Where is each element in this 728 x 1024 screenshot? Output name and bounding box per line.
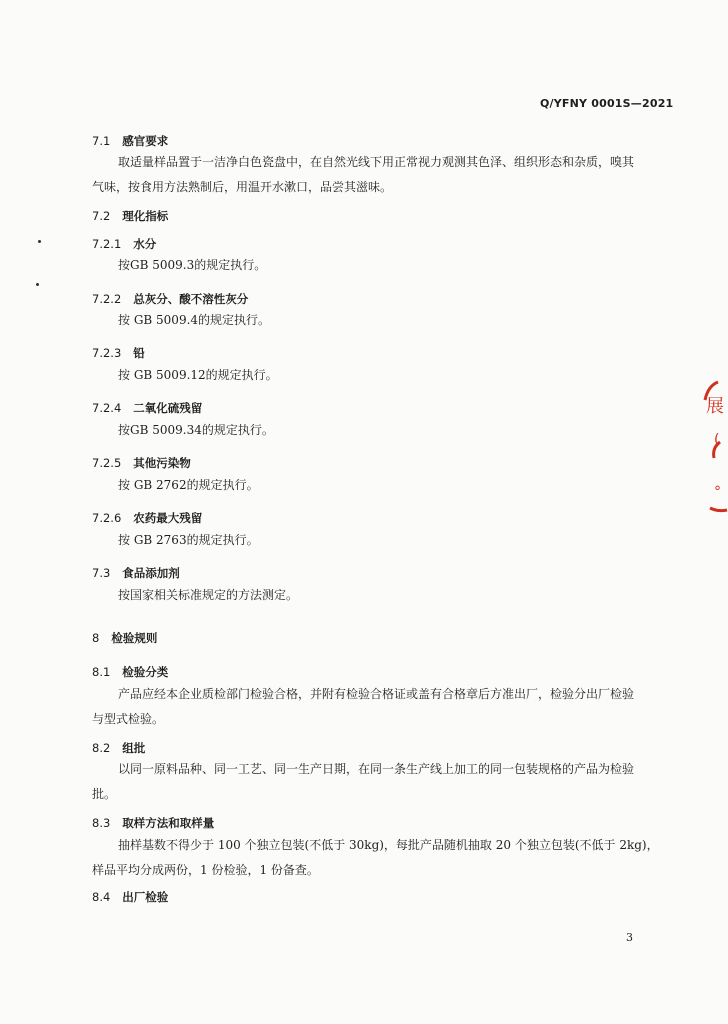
body-paragraph <box>92 253 644 278</box>
section-number: 8 <box>92 631 100 645</box>
section-title: 总灰分、酸不溶性灰分 <box>133 292 249 306</box>
section-number: 7.1 <box>92 134 111 148</box>
paragraph-line: 按 GB 5009.12的规定执行。 <box>118 368 278 382</box>
body-paragraph <box>92 150 644 200</box>
section-number: 8.3 <box>92 816 111 830</box>
section-title: 取样方法和取样量 <box>122 816 215 830</box>
paragraph-line: 取适量样品置于一洁净白色瓷盘中，在自然光线下用正常视力观测其色泽、组织形态和杂质，嗅其 <box>118 155 635 169</box>
section-heading <box>92 291 248 307</box>
section-title: 检验规则 <box>111 631 158 645</box>
section-heading <box>92 400 202 416</box>
body-paragraph <box>92 308 644 333</box>
section-title: 感官要求 <box>122 134 169 148</box>
paragraph-line: 按 GB 2763的规定执行。 <box>118 533 259 547</box>
paragraph-line: 抽样基数不得少于 100 个独立包装(不低于 30kg)，每批产品随机抽取 20 个独立包装(不低于 2kg)， <box>118 838 659 852</box>
section-number: 7.2.4 <box>92 401 122 415</box>
seal-char-top: 展 <box>706 396 724 417</box>
section-heading <box>92 455 191 471</box>
body-paragraph <box>92 583 644 608</box>
paragraph-line: 产品应经本企业质检部门检验合格，并附有检验合格证或盖有合格章后方准出厂，检验分出厂检验 <box>118 687 635 701</box>
section-title: 其他污染物 <box>133 456 191 470</box>
body-paragraph <box>92 757 644 807</box>
body-paragraph <box>92 418 644 443</box>
section-number: 8.1 <box>92 665 111 679</box>
paragraph-line: 气味，按食用方法熟制后，用温开水漱口，品尝其滋味。 <box>92 180 393 194</box>
section-title: 农药最大残留 <box>133 511 203 525</box>
section-number: 7.3 <box>92 566 111 580</box>
section-number: 8.2 <box>92 741 111 755</box>
section-heading <box>92 236 156 252</box>
document-code: Q/YFNY 0001S—2021 <box>540 97 674 110</box>
section-heading <box>92 510 202 526</box>
scan-speck <box>36 283 39 286</box>
paragraph-line: 批。 <box>92 787 117 801</box>
scan-speck <box>38 240 41 243</box>
section-title: 铅 <box>133 346 145 360</box>
paragraph-line: 按GB 5009.3的规定执行。 <box>118 258 267 272</box>
section-heading <box>92 208 168 224</box>
section-title: 二氧化硫残留 <box>133 401 203 415</box>
section-title: 检验分类 <box>122 665 169 679</box>
section-heading <box>92 133 168 149</box>
section-heading <box>92 815 214 831</box>
section-heading <box>92 630 157 646</box>
section-title: 出厂检验 <box>122 890 169 904</box>
section-heading <box>92 889 168 905</box>
section-title: 水分 <box>133 237 157 251</box>
paragraph-line: 按 GB 2762的规定执行。 <box>118 478 259 492</box>
section-heading <box>92 740 145 756</box>
paragraph-line: 样品平均分成两份，1 份检验，1 份备查。 <box>92 863 319 877</box>
seal-fragment <box>700 380 728 520</box>
seal-char-bottom: ° <box>714 484 721 500</box>
paragraph-line: 以同一原料品种、同一工艺、同一生产日期，在同一条生产线上加工的同一包装规格的产品为检验 <box>118 762 635 776</box>
section-number: 8.4 <box>92 890 111 904</box>
body-paragraph <box>92 528 644 553</box>
paragraph-line: 按GB 5009.34的规定执行。 <box>118 423 274 437</box>
section-title: 食品添加剂 <box>122 566 180 580</box>
section-heading <box>92 664 168 680</box>
section-number: 7.2.6 <box>92 511 122 525</box>
section-number: 7.2.2 <box>92 292 122 306</box>
body-paragraph <box>92 473 644 498</box>
paragraph-line: 按 GB 5009.4的规定执行。 <box>118 313 271 327</box>
section-title: 理化指标 <box>122 209 169 223</box>
section-number: 7.2.3 <box>92 346 122 360</box>
body-paragraph <box>92 363 644 388</box>
page-number: 3 <box>626 931 633 944</box>
seal-char-mid: ( <box>714 432 720 448</box>
section-number: 7.2.5 <box>92 456 122 470</box>
section-heading <box>92 345 145 361</box>
paragraph-line: 按国家相关标准规定的方法测定。 <box>118 588 299 602</box>
section-number: 7.2.1 <box>92 237 122 251</box>
paragraph-line: 与型式检验。 <box>92 712 165 726</box>
body-paragraph <box>92 833 659 883</box>
body-paragraph <box>92 682 644 732</box>
section-number: 7.2 <box>92 209 111 223</box>
section-title: 组批 <box>122 741 146 755</box>
section-heading <box>92 565 180 581</box>
